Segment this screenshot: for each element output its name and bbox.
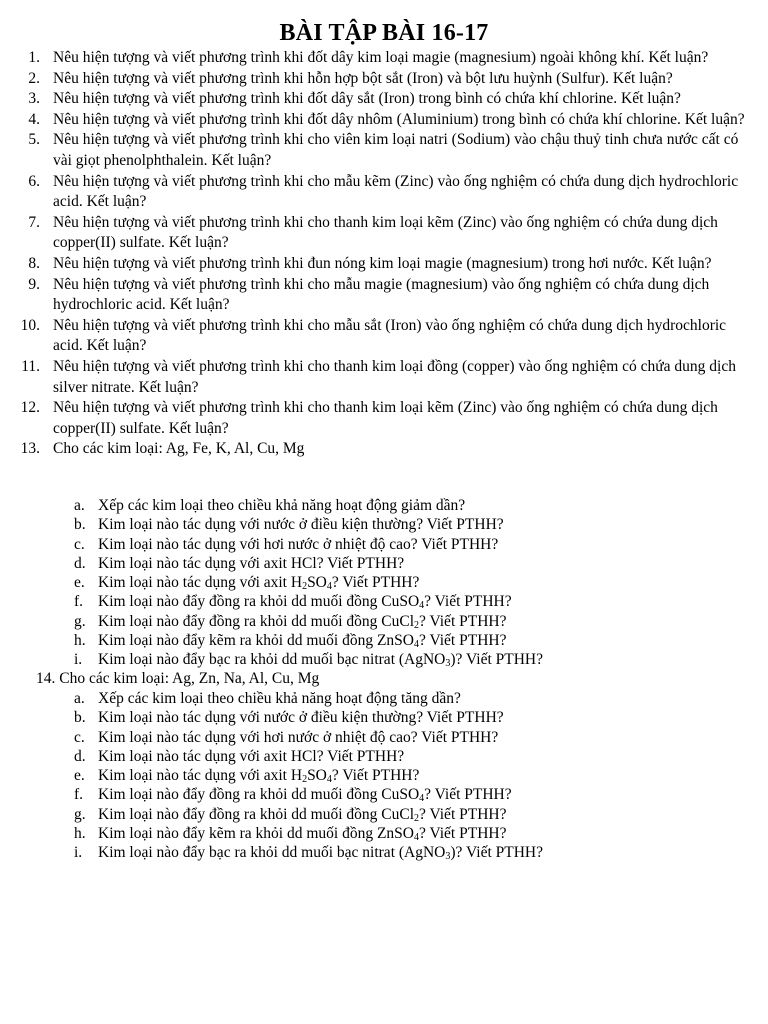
question-list bbox=[0, 48, 760, 460]
text-fragment: Xếp các kim loại theo chiều khả năng hoạt động tăng dần? bbox=[98, 690, 461, 707]
sub-question-item bbox=[0, 592, 760, 611]
question-text: Nêu hiện tượng và viết phương trình khi cho mẫu sắt (Iron) vào ống nghiệm có chứa dung dịch hydrochloric acid. Kết luận? bbox=[53, 316, 727, 355]
question-text: Nêu hiện tượng và viết phương trình khi đun nóng kim loại magie (magnesium) trong hơi nước. Kết luận? bbox=[53, 254, 712, 272]
sub-question-item bbox=[0, 535, 760, 554]
subscript-number: 3 bbox=[445, 851, 451, 863]
question-number: 12. bbox=[20, 399, 40, 417]
text-fragment: Kim loại nào đẩy đồng ra khỏi dd muối đồng CuSO bbox=[98, 786, 420, 804]
question-item bbox=[0, 254, 760, 275]
text-fragment: Kim loại nào tác dụng với axit H bbox=[98, 574, 303, 592]
sub-question-text bbox=[98, 767, 419, 784]
sub-question-letter: f. bbox=[74, 593, 84, 611]
question-number: 3. bbox=[28, 90, 40, 108]
sub-question-item bbox=[0, 612, 760, 631]
text-fragment: ? Viết PTHH? bbox=[419, 825, 507, 843]
subscript-number: 4 bbox=[414, 639, 419, 651]
sub-question-item bbox=[0, 573, 760, 592]
subscript-number: 4 bbox=[419, 793, 425, 805]
text-fragment: Kim loại nào tác dụng với hơi nước ở nhiệt độ cao? Viết PTHH? bbox=[98, 535, 499, 553]
text-fragment: Kim loại nào đẩy bạc ra khỏi dd muối bạc nitrat (AgNO bbox=[98, 844, 446, 862]
text-fragment: Kim loại nào tác dụng với hơi nước ở nhiệt độ cao? Viết PTHH? bbox=[98, 728, 499, 746]
question-item bbox=[0, 316, 760, 357]
text-fragment: Kim loại nào tác dụng với axit H bbox=[98, 767, 303, 785]
sub-question-letter: h. bbox=[74, 825, 86, 843]
subscript-number: 4 bbox=[326, 581, 332, 593]
text-fragment: Xếp các kim loại theo chiều khả năng hoạt động giảm dần? bbox=[98, 497, 466, 514]
sub-question-text bbox=[98, 593, 512, 610]
text-fragment: Kim loại nào đẩy đồng ra khỏi dd muối đồng CuSO bbox=[98, 593, 420, 611]
text-fragment: Kim loại nào đẩy đồng ra khỏi dd muối đồng CuCl bbox=[98, 612, 415, 630]
sub-question-letter: g. bbox=[74, 805, 86, 823]
question-text: Nêu hiện tượng và viết phương trình khi cho thanh kim loại kẽm (Zinc) vào ống nghiệm có chứa dung dịch copper(II) sulfate. Kết luận? bbox=[53, 213, 718, 252]
sub-question-item bbox=[0, 496, 760, 515]
question-number: 1. bbox=[28, 49, 40, 66]
text-fragment: ? Viết PTHH? bbox=[419, 612, 507, 630]
question-item bbox=[0, 130, 760, 171]
text-fragment: Kim loại nào tác dụng với nước ở điều kiện thường? Viết PTHH? bbox=[98, 709, 504, 727]
sub-question-item bbox=[0, 728, 760, 747]
sub-question-text bbox=[98, 555, 404, 572]
sub-question-text bbox=[98, 574, 419, 591]
question-item bbox=[0, 439, 760, 460]
text-fragment: Kim loại nào tác dụng với axit HCl? Viết PTHH? bbox=[98, 554, 405, 572]
text-fragment: Kim loại nào đẩy đồng ra khỏi dd muối đồng CuCl bbox=[98, 805, 415, 823]
question-number: 9. bbox=[28, 275, 40, 293]
subscript-number: 3 bbox=[445, 658, 451, 670]
sub-question-letter: e. bbox=[74, 767, 85, 785]
page-title: BÀI TẬP BÀI 16-17 bbox=[279, 20, 489, 46]
sub-question-item bbox=[0, 708, 760, 727]
sub-question-text bbox=[98, 690, 461, 707]
question-text: Cho các kim loại: Ag, Fe, K, Al, Cu, Mg bbox=[53, 440, 305, 458]
question-text: Nêu hiện tượng và viết phương trình khi cho mẫu kẽm (Zinc) vào ống nghiệm có chứa dung dịch hydrochloric acid. Kết luận? bbox=[53, 172, 739, 211]
text-fragment: Kim loại nào tác dụng với nước ở điều kiện thường? Viết PTHH? bbox=[98, 516, 504, 534]
question-text: Nêu hiện tượng và viết phương trình khi đốt dây kim loại magie (magnesium) ngoài không khí. Kết luận? bbox=[53, 49, 709, 66]
question-14-subitems bbox=[0, 689, 760, 863]
sub-question-item bbox=[0, 824, 760, 843]
sub-question-letter: i. bbox=[74, 651, 83, 669]
question-item bbox=[0, 213, 760, 254]
sub-question-letter: b. bbox=[74, 516, 86, 534]
question-item bbox=[0, 275, 760, 316]
sub-question-item bbox=[0, 785, 760, 804]
question-item bbox=[0, 357, 760, 398]
sub-question-item bbox=[0, 766, 760, 785]
sub-question-text bbox=[98, 825, 506, 842]
question-item bbox=[0, 48, 760, 69]
sub-question-text bbox=[98, 729, 498, 746]
text-fragment: Kim loại nào đẩy kẽm ra khỏi dd muối đồng ZnSO bbox=[98, 825, 414, 843]
question-number: 8. bbox=[28, 254, 40, 272]
text-fragment: Kim loại nào đẩy bạc ra khỏi dd muối bạc nitrat (AgNO bbox=[98, 651, 446, 669]
subscript-number: 2 bbox=[414, 812, 420, 824]
text-fragment: ? Viết PTHH? bbox=[331, 767, 420, 785]
text-fragment: Kim loại nào tác dụng với axit HCl? Viết PTHH? bbox=[98, 747, 405, 765]
sub-question-letter: g. bbox=[74, 612, 86, 630]
sub-question-text bbox=[98, 651, 543, 668]
sub-question-text bbox=[98, 613, 506, 630]
question-item bbox=[0, 89, 760, 110]
question-number: 6. bbox=[28, 172, 40, 190]
sub-question-item bbox=[0, 554, 760, 573]
sub-question-text bbox=[98, 709, 504, 726]
sub-question-text bbox=[98, 748, 404, 765]
text-fragment: )? Viết PTHH? bbox=[450, 844, 543, 862]
question-text: Nêu hiện tượng và viết phương trình khi cho thanh kim loại kẽm (Zinc) vào ống nghiệm có chứa dung dịch copper(II) sulfate. Kết luận? bbox=[53, 399, 718, 437]
sub-question-text bbox=[98, 632, 506, 649]
sub-question-item bbox=[0, 631, 760, 650]
subscript-number: 2 bbox=[302, 581, 308, 593]
sub-question-letter: i. bbox=[74, 844, 83, 862]
question-text: Nêu hiện tượng và viết phương trình khi đốt dây sắt (Iron) trong bình có chứa khí chlorine. Kết luận? bbox=[53, 90, 681, 108]
question-14-heading: 14. Cho các kim loại: Ag, Zn, Na, Al, Cu, Mg bbox=[36, 670, 320, 687]
sub-question-text bbox=[98, 806, 506, 823]
question-number: 10. bbox=[20, 316, 40, 334]
question-item bbox=[0, 172, 760, 213]
subscript-number: 2 bbox=[414, 619, 420, 631]
sub-question-letter: f. bbox=[74, 786, 84, 804]
sub-question-item bbox=[0, 689, 760, 708]
sub-question-text bbox=[98, 844, 543, 861]
sub-question-letter: a. bbox=[74, 497, 85, 514]
sub-question-text bbox=[98, 516, 504, 533]
sub-question-letter: d. bbox=[74, 554, 86, 572]
question-text: Nêu hiện tượng và viết phương trình khi cho thanh kim loại đồng (copper) vào ống nghiệm có chứa dung dịch silver nitrate. Kết luận? bbox=[53, 357, 736, 396]
sub-question-letter: d. bbox=[74, 747, 86, 765]
question-text: Nêu hiện tượng và viết phương trình khi cho mẫu magie (magnesium) vào ống nghiệm có chứa dung dịch hydrochloric acid. Kết luận? bbox=[53, 275, 710, 314]
question-text: Nêu hiện tượng và viết phương trình khi cho viên kim loại natri (Sodium) vào chậu thuỷ tinh chưa nước cất có vài giọt phenolphthalein. Kết luận? bbox=[53, 131, 739, 169]
text-fragment: SO bbox=[307, 574, 327, 592]
text-fragment: SO bbox=[307, 767, 327, 785]
sub-question-text bbox=[98, 497, 465, 514]
question-item bbox=[0, 110, 760, 131]
sub-question-letter: b. bbox=[74, 709, 86, 727]
subscript-number: 2 bbox=[302, 774, 308, 786]
question-number: 5. bbox=[28, 131, 40, 149]
subscript-number: 4 bbox=[414, 832, 419, 844]
sub-question-item bbox=[0, 650, 760, 669]
question-item bbox=[0, 398, 760, 439]
question-number: 13. bbox=[20, 440, 40, 458]
text-fragment: Kim loại nào đẩy kẽm ra khỏi dd muối đồng ZnSO bbox=[98, 632, 414, 650]
question-13-subitems bbox=[0, 496, 760, 670]
text-fragment: ? Viết PTHH? bbox=[424, 786, 512, 804]
sub-question-letter: c. bbox=[74, 728, 85, 746]
question-number: 2. bbox=[28, 69, 40, 87]
question-item bbox=[0, 69, 760, 90]
subscript-number: 4 bbox=[326, 774, 332, 786]
sub-question-letter: c. bbox=[74, 535, 85, 553]
question-text: Nêu hiện tượng và viết phương trình khi đốt dây nhôm (Aluminium) trong bình có chứa khí chlorine. Kết luận? bbox=[53, 110, 745, 128]
text-fragment: ? Viết PTHH? bbox=[419, 805, 507, 823]
sub-question-item bbox=[0, 515, 760, 534]
question-number: 7. bbox=[28, 213, 40, 231]
sub-question-letter: e. bbox=[74, 574, 85, 592]
question-number: 4. bbox=[28, 110, 40, 128]
sub-question-text bbox=[98, 786, 512, 803]
text-fragment: )? Viết PTHH? bbox=[450, 651, 543, 669]
text-fragment: ? Viết PTHH? bbox=[419, 632, 507, 650]
question-text: Nêu hiện tượng và viết phương trình khi hỗn hợp bột sắt (Iron) và bột lưu huỳnh (Sulfur). Kết luận? bbox=[53, 69, 673, 87]
subscript-number: 4 bbox=[419, 600, 425, 612]
sub-question-item bbox=[0, 805, 760, 824]
text-fragment: ? Viết PTHH? bbox=[331, 574, 420, 592]
sub-question-letter: a. bbox=[74, 690, 85, 707]
text-fragment: ? Viết PTHH? bbox=[424, 593, 512, 611]
sub-question-item bbox=[0, 747, 760, 766]
sub-question-item bbox=[0, 843, 760, 862]
question-number: 11. bbox=[21, 357, 40, 375]
sub-question-letter: h. bbox=[74, 632, 86, 650]
sub-question-text bbox=[98, 536, 498, 553]
